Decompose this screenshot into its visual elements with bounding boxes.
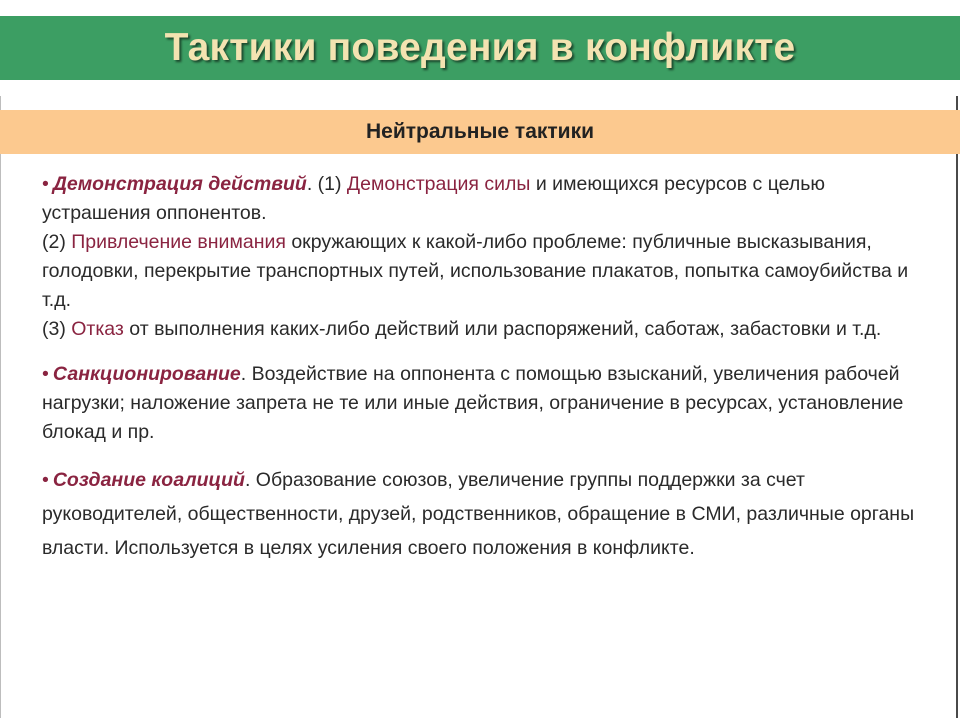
slide-right-border: [956, 96, 958, 718]
term-coalitions: Создание коалиций: [52, 469, 245, 491]
title-bar: [0, 16, 960, 80]
text-segment: . Образование союзов, увеличение группы поддержки за счет руководителей, общественности, друзей, родственников, обращение в СМИ, различные органы власти. Используется в целях усиления своего положения в конфликте.: [42, 469, 915, 559]
paragraph-sanctioning: [42, 360, 932, 447]
text-segment: . (1): [306, 173, 347, 195]
content-body: [42, 170, 932, 578]
text-segment: и имеющихся ресурсов с целью устрашения оппонентов.: [42, 173, 826, 224]
highlight-refusal: Отказ: [71, 318, 124, 340]
term-sanctioning: Санкционирование: [52, 363, 241, 385]
highlight-force: Демонстрация силы: [346, 173, 531, 195]
bullet-icon: •: [42, 173, 49, 195]
paragraph-attention: [42, 228, 932, 315]
subtitle-bar: [0, 110, 960, 154]
highlight-attention: Привлечение внимания: [71, 231, 286, 253]
bullet-icon: •: [42, 469, 49, 491]
paragraph-coalitions: [42, 463, 932, 565]
text-segment: окружающих к какой-либо проблеме: публичные высказывания, голодовки, перекрытие транспортных путей, использование плакатов, попытка самоубийства и т.д.: [42, 231, 909, 311]
slide-title: Тактики поведения в конфликте: [164, 26, 796, 69]
text-segment: (2): [42, 231, 72, 253]
text-segment: от выполнения каких-либо действий или распоряжений, саботаж, забастовки и т.д.: [123, 318, 882, 340]
term-demonstration: Демонстрация действий: [52, 173, 307, 195]
text-segment: . Воздействие на оппонента с помощью взысканий, увеличения рабочей нагрузки; наложение запрета не те или иные действия, ограничение в ресурсах, установление блокад и пр.: [42, 363, 904, 443]
slide-subtitle: Нейтральные тактики: [365, 120, 595, 143]
slide-left-border: [0, 96, 1, 718]
bullet-icon: •: [42, 363, 49, 385]
text-segment: (3): [42, 318, 72, 340]
paragraph-refusal: [42, 315, 932, 344]
paragraph-demonstration: [42, 170, 932, 228]
